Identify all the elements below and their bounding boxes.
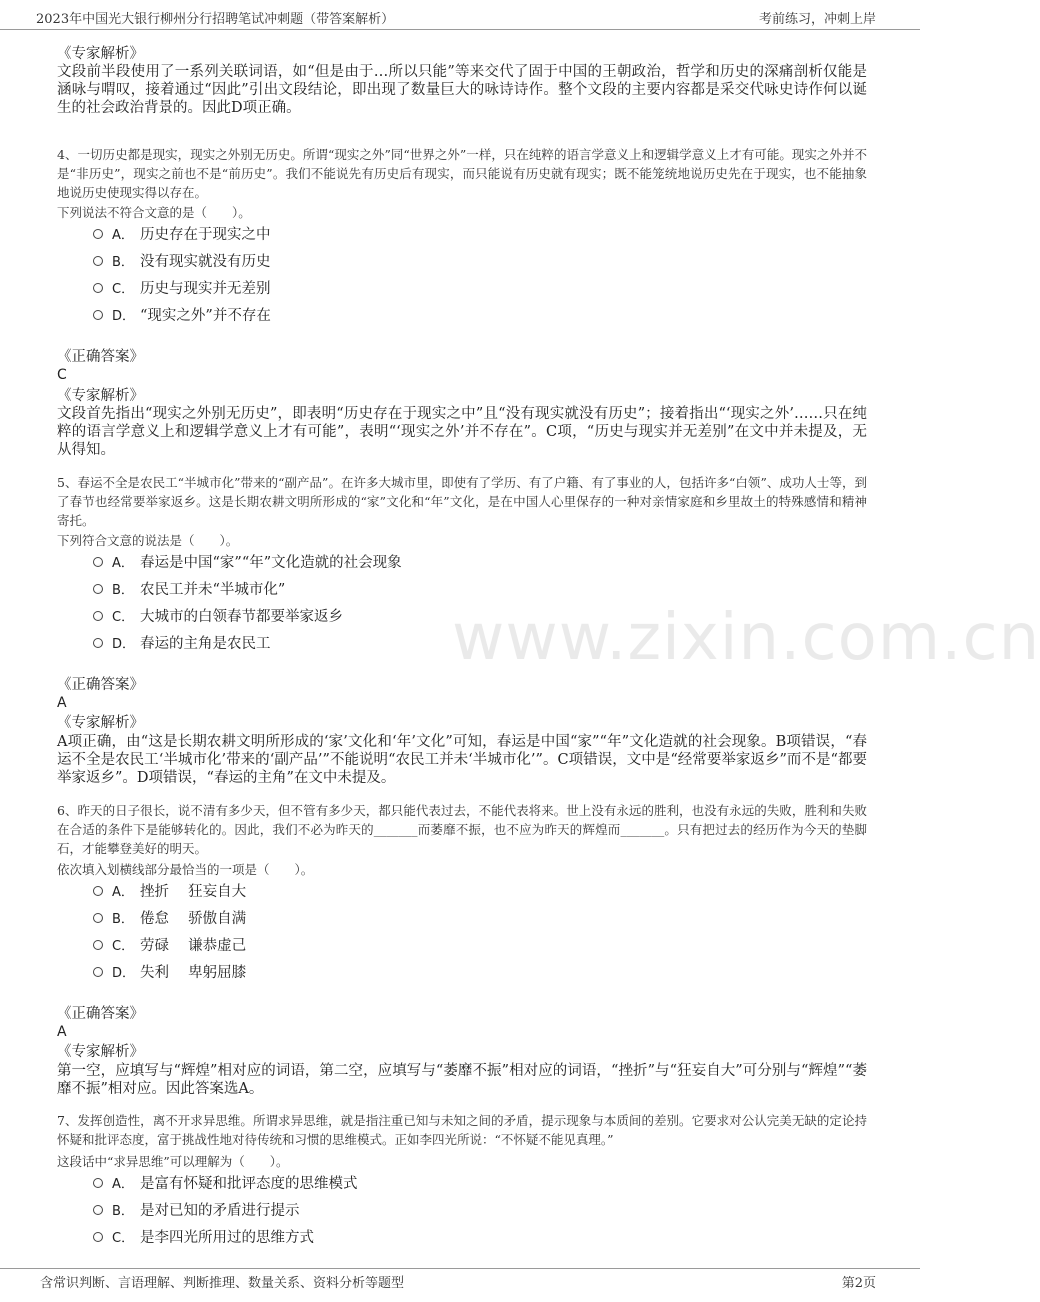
analysis-label: 《专家解析》 [57, 1044, 144, 1060]
question-6-option-b[interactable]: B． 倦怠 骄傲自满 [93, 910, 246, 929]
answer-label: 《正确答案》 [57, 677, 144, 693]
question-5-option-b[interactable]: B． 农民工并未“半城市化” [93, 581, 285, 600]
page-header [0, 0, 920, 30]
radio-button-icon[interactable] [93, 1178, 103, 1188]
question-4-option-b[interactable]: B． 没有现实就没有历史 [93, 253, 271, 272]
question-7-option-c[interactable]: C． 是李四光所用过的思维方式 [93, 1229, 314, 1248]
question-4-analysis: 文段首先指出“现实之外别无历史”，即表明“历史存在于现实之中”且“没有现实就没有历史”；接着指出“‘现实之外’……只在纯粹的语言学意义上和逻辑学意义上才有可能”，表明“‘现实之外’并不存在”。C项，“历史与现实并无差别”在文中并未提及，无从得知。 [57, 406, 867, 458]
radio-button-icon[interactable] [93, 283, 103, 293]
answer-label: 《正确答案》 [57, 1006, 144, 1022]
radio-button-icon[interactable] [93, 913, 103, 923]
question-4-option-c[interactable]: C． 历史与现实并无差别 [93, 280, 271, 299]
page-footer [0, 1268, 920, 1302]
radio-button-icon[interactable] [93, 638, 103, 648]
radio-button-icon[interactable] [93, 1205, 103, 1215]
question-5-prompt: 下列符合文意的说法是（ ）。 [57, 533, 239, 548]
question-7-option-a[interactable]: A． 是富有怀疑和批评态度的思维模式 [93, 1175, 358, 1194]
question-5-option-c[interactable]: C． 大城市的白领春节都要举家返乡 [93, 608, 343, 627]
answer-label: 《正确答案》 [57, 349, 144, 365]
analysis-label: 《专家解析》 [57, 388, 144, 404]
radio-button-icon[interactable] [93, 1232, 103, 1242]
page-number: 第2页 [841, 1276, 876, 1291]
document-title: 2023年中国光大银行柳州分行招聘笔试冲刺题（带答案解析） [36, 12, 395, 27]
radio-button-icon[interactable] [93, 557, 103, 567]
question-5-option-a[interactable]: A． 春运是中国“家”“年”文化造就的社会现象 [93, 554, 402, 573]
analysis-label: 《专家解析》 [57, 715, 144, 731]
question-5-analysis: A项正确，由“这是长期农耕文明所形成的‘家’文化和‘年’文化”可知，春运是中国“家”“年”文化造就的社会现象。B项错误，“春运不全是农民工‘半城市化’带来的‘副产品’”不能说明“农民工并未‘半城市化’”。C项错误，文中是“经常要举家返乡”而不是“都要举家返乡”。D项错误，“春运的主角”在文中未提及。 [57, 734, 867, 786]
footer-note: 含常识判断、言语理解、判断推理、数量关系、资料分析等题型 [40, 1276, 405, 1291]
radio-button-icon[interactable] [93, 940, 103, 950]
radio-button-icon[interactable] [93, 886, 103, 896]
question-7-option-b[interactable]: B． 是对已知的矛盾进行提示 [93, 1202, 300, 1221]
radio-button-icon[interactable] [93, 611, 103, 621]
radio-button-icon[interactable] [93, 310, 103, 320]
analysis-label: 《专家解析》 [57, 46, 144, 62]
question-4-text: 4、一切历史都是现实，现实之外别无历史。所谓“现实之外”同“世界之外”一样，只在纯粹的语言学意义上和逻辑学意义上才有可能。现实之外并不是“非历史”，现实之前也不是“前历史”。我们不能说先有历史后有现实，而只能说有历史就有现实；既不能笼统地说历史先在于现实，也不能抽象地说历史使现实得以存在。 [57, 147, 867, 200]
question-6-analysis: 第一空，应填写与“辉煌”相对应的词语，第二空，应填写与“萎靡不振”相对应的词语，“挫折”与“狂妄自大”可分别与“辉煌”“萎靡不振”相对应。因此答案选A。 [57, 1063, 867, 1097]
question-6-option-c[interactable]: C． 劳碌 谦恭虚己 [93, 937, 246, 956]
question-4-prompt: 下列说法不符合文意的是（ ）。 [57, 205, 251, 220]
question-6-option-a[interactable]: A． 挫折 狂妄自大 [93, 883, 246, 902]
analysis-text: 文段前半段使用了一系列关联词语，如“但是由于…所以只能”等来交代了固于中国的王朝政治，哲学和历史的深痛剖析仅能是涵咏与喟叹，接着通过“因此”引出文段结论，即出现了数量巨大的咏诗诗作。整个文段的主要内容都是采交代咏史诗作何以诞生的社会政治背景的。因此D项正确。 [57, 64, 867, 116]
watermark: www.zixin.com.cn [452, 601, 1040, 675]
question-5-option-d[interactable]: D． 春运的主角是农民工 [93, 635, 271, 654]
question-7-text: 7、发挥创造性，离不开求异思维。所谓求异思维，就是指注重已知与未知之间的矛盾，提示现象与本质间的差别。它要求对公认完美无缺的定论持怀疑和批评态度，富于挑战性地对待传统和习惯的思维模式。正如李四光所说：“不怀疑不能见真理。” [57, 1113, 867, 1147]
question-6-option-d[interactable]: D． 失利 卑躬屈膝 [93, 964, 246, 983]
radio-button-icon[interactable] [93, 967, 103, 977]
question-5-text: 5、春运不全是农民工“半城市化”带来的“副产品”。在许多大城市里，即使有了学历、有了户籍、有了事业的人，包括许多“白领”、成功人士等，到了春节也经常要举家返乡。这是长期农耕文明所形成的“家”文化和“年”文化，是在中国人心里保存的一种对亲情家庭和乡里故土的特殊感情和精神寄托。 [57, 475, 867, 528]
question-4-option-d[interactable]: D． “现实之外”并不存在 [93, 307, 271, 326]
question-4-answer: C [57, 367, 67, 383]
question-6-prompt: 依次填入划横线部分最恰当的一项是（ ）。 [57, 862, 314, 877]
header-slogan: 考前练习，冲刺上岸 [758, 12, 876, 27]
question-7-prompt: 这段话中“求异思维”可以理解为（ ）。 [57, 1154, 289, 1169]
question-6-answer: A [57, 1024, 67, 1040]
radio-button-icon[interactable] [93, 256, 103, 266]
question-5-answer: A [57, 695, 67, 711]
question-4-option-a[interactable]: A． 历史存在于现实之中 [93, 226, 271, 245]
radio-button-icon[interactable] [93, 584, 103, 594]
question-6-text: 6、昨天的日子很长，说不清有多少天，但不管有多少天，都只能代表过去，不能代表将来。世上没有永远的胜利，也没有永远的失败，胜利和失败在合适的条件下是能够转化的。因此，我们不必为昨天的_______而萎靡不振，也不应为昨天的辉煌而_______。只有把过去的经历作为今天的垫脚石，才能攀登美好的明天。 [57, 803, 867, 856]
radio-button-icon[interactable] [93, 229, 103, 239]
